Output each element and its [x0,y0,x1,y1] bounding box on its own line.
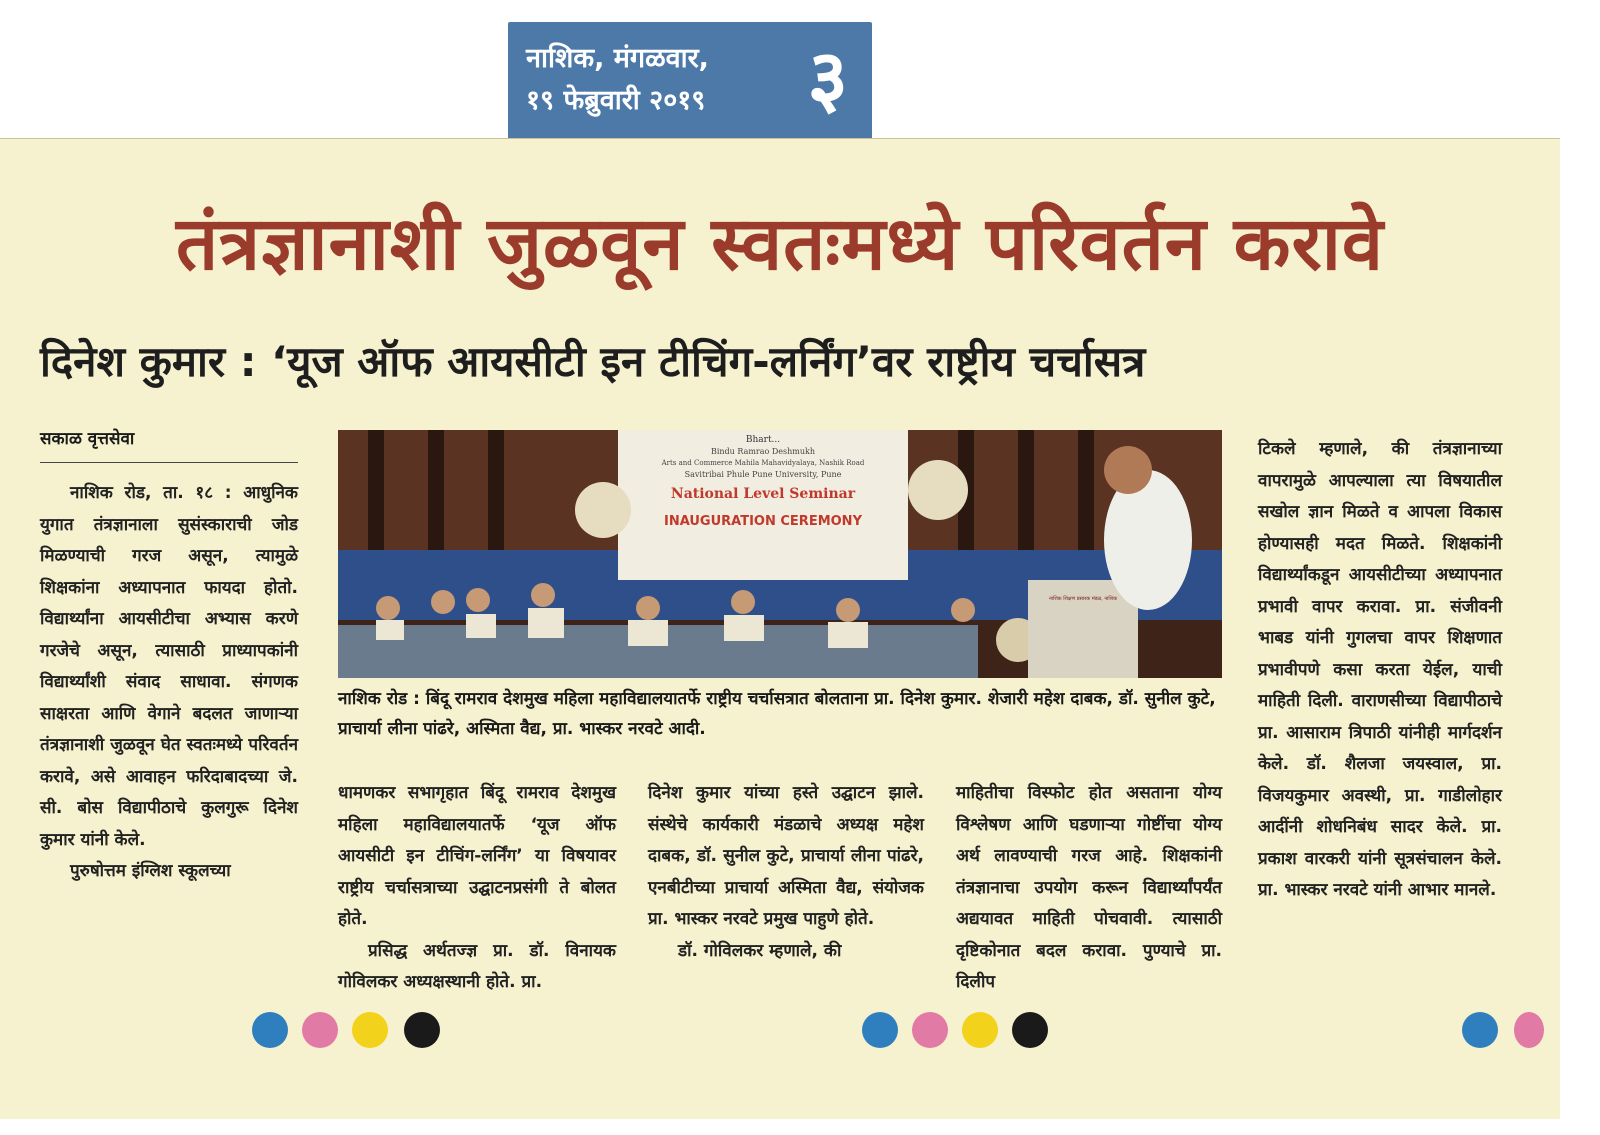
event-photo-illustration [338,430,1222,678]
article-paragraph: माहितीचा विस्फोट होत असताना योग्य विश्लेषण आणि घडणाऱ्या गोष्टींचा योग्य अर्थ लावण्याची गरज आहे. शिक्षकांनी तंत्रज्ञानाचा उपयोग करून विद्यार्थ्यांपर्यंत अद्ययावत माहिती पोचवावी. त्यासाठी दृष्टिकोनात बदल करावा. पुण्याचे प्रा. दिलीप [956,783,1222,992]
registration-dot-yellow [352,1012,388,1048]
banner-line-4: Savitribai Phule Pune University, Pune [684,470,842,479]
article-paragraph: डॉ. गोविलकर म्हणाले, की [678,940,842,961]
registration-dot-cyan [1462,1012,1498,1048]
registration-dot-black [1012,1012,1048,1048]
registration-dot-black [404,1012,440,1048]
article-paragraph: टिकले म्हणाले, की तंत्रज्ञानाच्या वापरामुळे आपल्याला त्या विषयातील सखोल ज्ञान मिळते व आपला विकास होण्यासही मदत मिळते. शिक्षकांनी विद्यार्थ्यांकडून आयसीटीच्या अध्यापनात प्रभावी वापर करावा. प्रा. संजीवनी भाबड यांनी गुगलचा वापर शिक्षणात प्रभावीपणे कसा करता येईल, याची माहिती दिली. वाराणसीच्या विद्यापीठाचे प्रा. आसाराम त्रिपाठी यांनीही मार्गदर्शन केले. डॉ. शैलजा जयस्वाल, प्रा. विजयकुमार अवस्थी, प्रा. गाडीलोहार आदींनी शोधनिबंध सादर केले. प्रा. प्रकाश वारकरी यांनी सूत्रसंचालन केले. प्रा. भास्कर नरवटे यांनी आभार मानले. [1258,439,1502,900]
article-column-4 [956,778,1222,999]
dateline [526,38,709,122]
banner-line-2: Bindu Ramrao Deshmukh [710,447,816,456]
page-number: ३ [807,34,848,124]
dateline-place-day: नाशिक, मंगळवार, [526,43,709,74]
article-paragraph: धामणकर सभागृहात बिंदू रामराव देशमुख महिला महाविद्यालयातर्फे ‘यूज ऑफ आयसीटी इन टीचिंग-लर्निंग’ या विषयावर राष्ट्रीय चर्चासत्राच्या उद्घाटनप्रसंगी ते बोलत होते. [338,783,616,929]
article-column-1 [40,478,298,888]
byline-divider [40,462,298,463]
registration-dot-magenta [302,1012,338,1048]
photo-caption: नाशिक रोड : बिंदू रामराव देशमुख महिला महाविद्यालयातर्फे राष्ट्रीय चर्चासत्रात बोलताना प्रा. दिनेश कुमार. शेजारी महेश दाबक, डॉ. सुनील कुटे, प्राचार्या लीना पांढरे, अस्मिता वैद्य, प्रा. भास्कर नरवटे आदी. [338,689,1216,739]
banner-title: National Level Seminar [670,486,856,502]
headline: तंत्रज्ञानाशी जुळवून स्वतःमध्ये परिवर्तन करावे [175,201,1385,287]
article-paragraph: प्रसिद्ध अर्थतज्ज्ञ प्रा. डॉ. विनायक गोविलकर अध्यक्षस्थानी होते. प्रा. [338,940,616,992]
banner-subtitle: INAUGURATION CEREMONY [664,514,862,529]
article-column-5 [1258,434,1502,907]
registration-dot-magenta [1514,1012,1544,1048]
registration-dot-cyan [252,1012,288,1048]
article-paragraph: दिनेश कुमार यांच्या हस्ते उद्घाटन झाले. संस्थेचे कार्यकारी मंडळाचे अध्यक्ष महेश दाबक, डॉ. सुनील कुटे, प्राचार्या लीना पांढरे, एनबीटीच्या प्राचार्या अस्मिता वैद्य, संयोजक प्रा. भास्कर नरवटे प्रमुख पाहुणे होते. [648,783,924,929]
registration-dot-yellow [962,1012,998,1048]
article-continuation: पुरुषोत्तम इंग्लिश स्कूलच्या [70,861,231,881]
article-column-3 [648,778,924,967]
masthead-dateline-box [508,22,872,142]
article-lead-paragraph: नाशिक रोड, ता. १८ : आधुनिक युगात तंत्रज्ञानाला सुसंस्काराची जोड मिळण्याची गरज असून, त्यामुळे शिक्षकांना अध्यापनात फायदा होतो. विद्यार्थ्यांना आयसीटीचा अभ्यास करणे गरजेचे असून, त्यासाठी प्राध्यापकांनी विद्यार्थ्यांशी संवाद साधावा. संगणक साक्षरता आणि वेगाने बदलत जाणाऱ्या तंत्रज्ञानाशी जुळवून घेत स्वतःमध्ये परिवर्तन करावे, असे आवाहन फरिदाबादच्या जे. सी. बोस विद्यापीठाचे कुलगुरू दिनेश कुमार यांनी केले. [40,483,298,850]
registration-dot-magenta [912,1012,948,1048]
registration-dot-cyan [862,1012,898,1048]
byline: सकाळ वृत्तसेवा [40,429,135,449]
event-photo [338,430,1222,678]
banner-line-1: Bhart... [745,435,781,445]
subheadline: दिनेश कुमार : ‘यूज ऑफ आयसीटी इन टीचिंग-लर्निंग’वर राष्ट्रीय चर्चासत्र [40,337,1146,386]
dateline-date: १९ फेब्रुवारी २०१९ [526,85,706,116]
podium-label: नाशिक शिक्षण प्रसारक मंडळ, नाशिक [1049,596,1117,602]
article-column-2 [338,778,616,999]
banner-line-3: Arts and Commerce Mahila Mahavidyalaya, Nashik Road [661,459,865,467]
